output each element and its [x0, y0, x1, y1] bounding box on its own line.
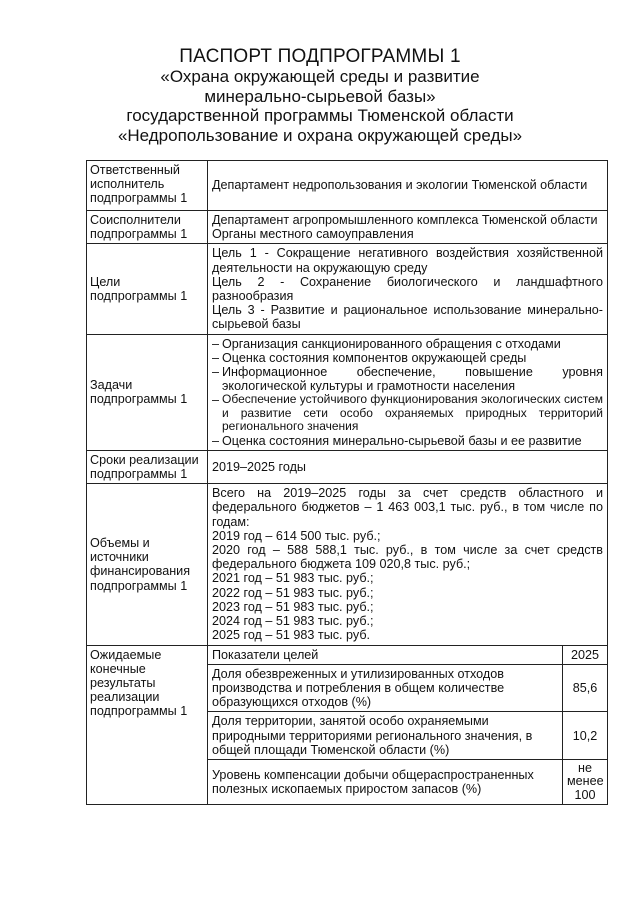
- passport-table: [86, 160, 608, 805]
- row-terms: [87, 450, 608, 483]
- label-tasks: Задачи подпрограммы 1: [87, 334, 208, 450]
- value-goals: [208, 244, 608, 334]
- row-results: [87, 645, 608, 805]
- value-tasks: [208, 334, 608, 450]
- funding-year: 2024 год – 51 983 тыс. руб.;: [212, 614, 374, 629]
- result-indicator-name: Доля обезвреженных и утилизированных отходов производства и потребления в общем количестве образующихся отходов (%): [208, 664, 563, 712]
- task-item: – Информационное обеспечение, повышение уровня экологической культуры и грамотности населения: [212, 365, 603, 394]
- goal-item: Цель 2 - Сохранение биологического и ландшафтного разнообразия: [212, 274, 603, 304]
- result-indicator-name: Доля территории, занятой особо охраняемыми природными территориями регионального значения, в общей площади Тюменской области (%): [208, 712, 563, 760]
- result-indicator-value: 85,6: [563, 664, 608, 712]
- funding-year: 2025 год – 51 983 тыс. руб.: [212, 628, 371, 643]
- subprogram-name-line-2: минерально-сырьевой базы»: [204, 86, 436, 106]
- document-title-block: [0, 46, 640, 145]
- label-coexecutors: Соисполнители подпрограммы 1: [87, 211, 208, 244]
- state-program-line-1: государственной программы Тюменской области: [126, 106, 514, 125]
- label-funding: Объемы и источники финансирования подпрограммы 1: [87, 484, 208, 645]
- coexecutor-item: Органы местного самоуправления: [212, 227, 414, 242]
- result-indicator-value: 10,2: [563, 712, 608, 760]
- results-row: [208, 712, 607, 760]
- funding-intro: Всего на 2019–2025 годы за счет средств областного и федерального бюджетов – 1 463 003,1 тыс. руб., в том числе по годам:: [212, 486, 603, 529]
- results-header-indicator: Показатели целей: [212, 647, 319, 662]
- label-results: Ожидаемые конечные результаты реализации подпрограммы 1: [87, 645, 208, 805]
- label-terms: Сроки реализации подпрограммы 1: [87, 450, 208, 483]
- value-results: [208, 645, 608, 805]
- row-coexecutors: [87, 211, 608, 244]
- state-program-line-2: «Недропользование и охрана окружающей среды»: [117, 125, 523, 145]
- value-funding: [208, 484, 608, 645]
- coexecutor-item: Департамент агропромышленного комплекса Тюменской области: [212, 213, 598, 227]
- task-item: – Обеспечение устойчивого функционирования экологических систем и развитие сети особо охраняемых природных территорий регионального значения: [212, 392, 604, 434]
- task-item: – Оценка состояния компонентов окружающей среды: [212, 350, 527, 365]
- label-goals: Цели подпрограммы 1: [87, 244, 208, 334]
- goal-item: Цель 1 - Сокращение негативного воздействия хозяйственной деятельности на окружающую среду: [212, 246, 603, 275]
- row-goals: [87, 244, 608, 334]
- funding-year: 2021 год – 51 983 тыс. руб.;: [212, 571, 374, 586]
- subprogram-name-line-1: «Охрана окружающей среды и развитие: [160, 67, 480, 86]
- value-executor: Департамент недропользования и экологии Тюменской области: [208, 161, 608, 211]
- task-item: – Организация санкционированного обращения с отходами: [212, 336, 561, 351]
- funding-year: 2023 год – 51 983 тыс. руб.;: [212, 599, 374, 614]
- result-indicator-value: не менее 100: [563, 759, 608, 804]
- results-header-year: 2025: [563, 646, 608, 665]
- results-table: [208, 646, 607, 805]
- row-executor: [87, 161, 608, 211]
- results-header-row: [208, 646, 607, 665]
- row-tasks: [87, 334, 608, 450]
- row-funding: [87, 484, 608, 645]
- document-title: ПАСПОРТ ПОДПРОГРАММЫ 1: [179, 46, 461, 67]
- value-terms: 2019–2025 годы: [208, 450, 608, 483]
- label-executor: Ответственный исполнитель подпрограммы 1: [87, 161, 208, 211]
- results-row: [208, 759, 607, 804]
- funding-year: 2022 год – 51 983 тыс. руб.;: [212, 585, 374, 600]
- value-coexecutors: [208, 211, 608, 244]
- goal-item: Цель 3 - Развитие и рациональное использование минерально-сырьевой базы: [212, 303, 603, 332]
- results-row: [208, 664, 607, 712]
- funding-year: 2019 год – 614 500 тыс. руб.;: [212, 528, 381, 543]
- funding-year: 2020 год – 588 588,1 тыс. руб., в том числе за счет средств федерального бюджета 109 020,8 тыс. руб.;: [212, 543, 603, 572]
- task-item: – Оценка состояния минерально-сырьевой базы и ее развитие: [212, 433, 582, 448]
- result-indicator-name: Уровень компенсации добычи общераспространенных полезных ископаемых приростом запасов (%): [208, 759, 563, 804]
